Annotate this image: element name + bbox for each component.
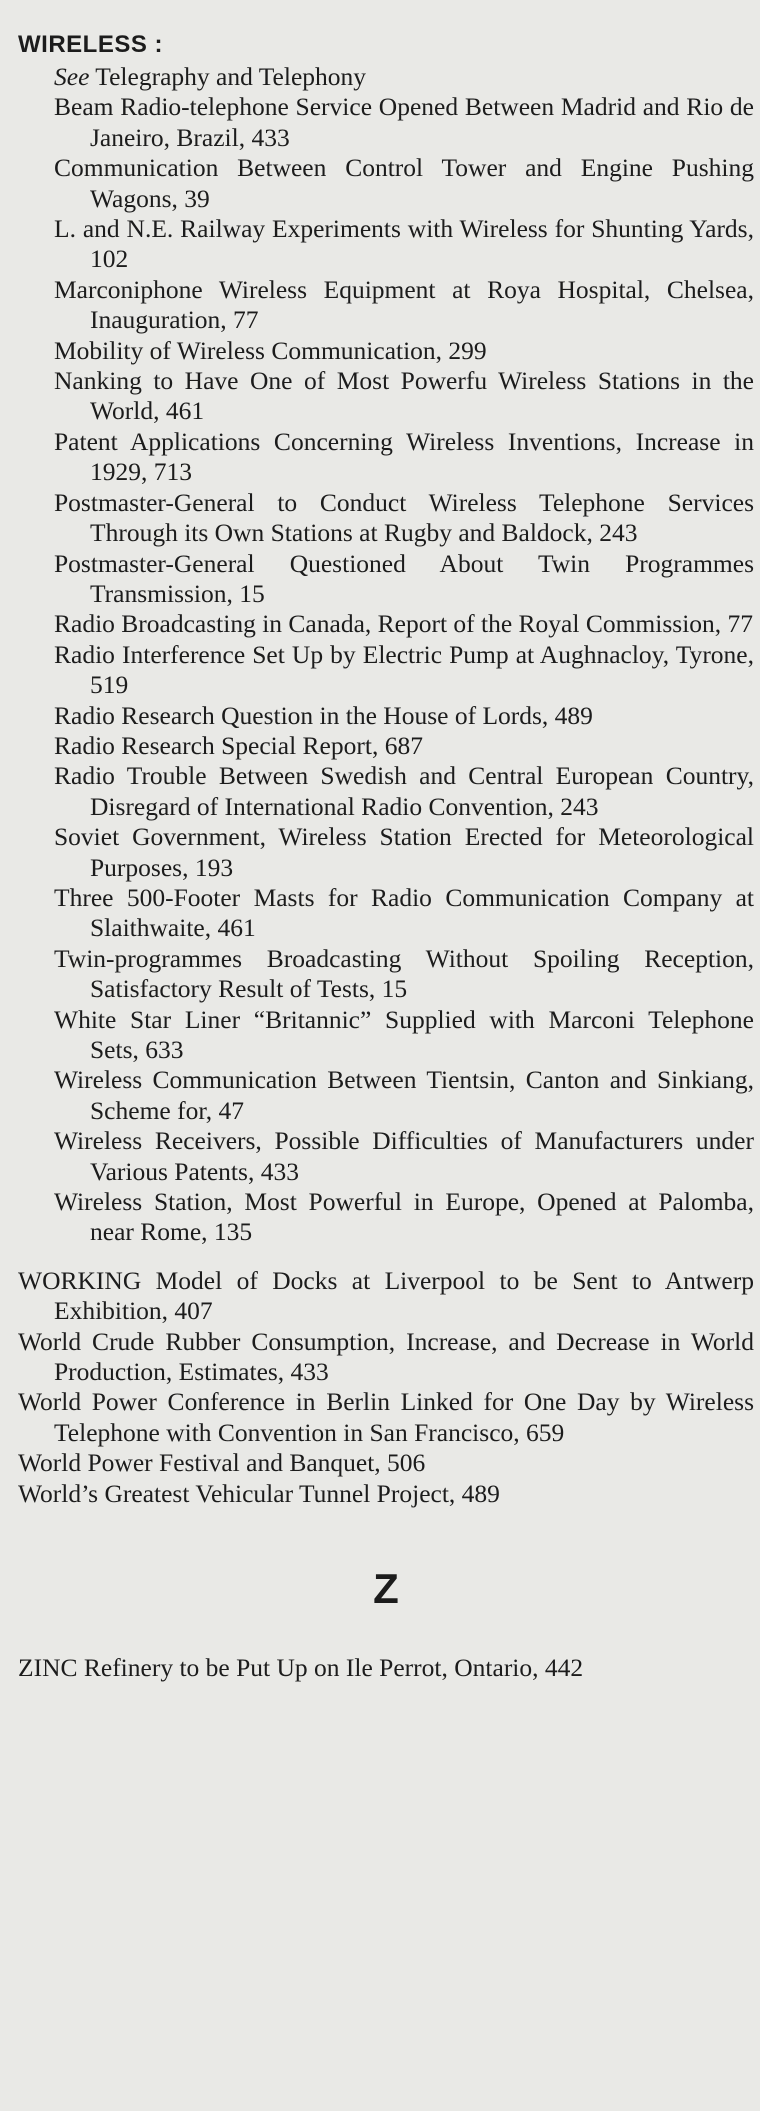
see-target: Telegraphy and Telephony xyxy=(89,62,367,91)
index-entry: Three 500-Footer Masts for Radio Communication Company at Slaithwaite, 461 xyxy=(54,882,754,943)
index-entry: Radio Broadcasting in Canada, Report of the Royal Commission, 77 xyxy=(54,609,754,639)
w-index-entries xyxy=(18,1266,760,1509)
index-entry: Nanking to Have One of Most Powerfu Wireless Stations in the World, 461 xyxy=(54,366,754,426)
index-entry: WORKING Model of Docks at Liverpool to be Sent to Antwerp Exhibition, 407 xyxy=(18,1265,754,1326)
index-entry: Radio Trouble Between Swedish and Central European Country, Disregard of International Radio Convention, 243 xyxy=(54,761,754,821)
section-heading-wireless: WIRELESS : xyxy=(18,31,164,58)
index-entry: Radio Research Special Report, 687 xyxy=(54,730,423,760)
index-entry: Patent Applications Concerning Wireless Inventions, Increase in 1929, 713 xyxy=(54,426,754,487)
index-entry: World Power Conference in Berlin Linked for One Day by Wireless Telephone with Convention in San Francisco, 659 xyxy=(18,1387,754,1447)
index-entry: White Star Liner “Britannic” Supplied with Marconi Telephone Sets, 633 xyxy=(54,1004,754,1064)
index-entry: Radio Interference Set Up by Electric Pump at Aughnacloy, Tyrone, 519 xyxy=(54,639,754,700)
index-entry: Wireless Communication Between Tientsin, Canton and Sinkiang, Scheme for, 47 xyxy=(54,1065,754,1125)
index-entry: Wireless Receivers, Possible Difficulties of Manufacturers under Various Patents, 433 xyxy=(54,1126,754,1186)
index-entry: Postmaster-General to Conduct Wireless Telephone Services Through its Own Stations at Rugby and Baldock, 243 xyxy=(54,487,754,548)
index-entry: ZINC Refinery to be Put Up on Ile Perrot, Ontario, 442 xyxy=(18,1653,584,1683)
index-entry: Radio Research Question in the House of Lords, 489 xyxy=(54,700,593,730)
letter-heading-z: Z xyxy=(373,1565,399,1613)
index-entry: Communication Between Control Tower and Engine Pushing Wagons, 39 xyxy=(54,153,754,213)
index-entry: World’s Greatest Vehicular Tunnel Project, 489 xyxy=(18,1478,500,1508)
index-entry: Marconiphone Wireless Equipment at Roya Hospital, Chelsea, Inauguration, 77 xyxy=(54,274,754,335)
index-entry: L. and N.E. Railway Experiments with Wireless for Shunting Yards, 102 xyxy=(54,214,754,274)
see-reference xyxy=(54,62,754,92)
z-index-entries xyxy=(18,1653,760,1683)
index-entry: World Crude Rubber Consumption, Increase, and Decrease in World Production, Estimates, 433 xyxy=(18,1326,754,1387)
index-entry: Postmaster-General Questioned About Twin Programmes Transmission, 15 xyxy=(54,548,754,608)
index-entry: Beam Radio-telephone Service Opened Between Madrid and Rio de Janeiro, Brazil, 433 xyxy=(54,92,754,152)
index-entry: Wireless Station, Most Powerful in Europe, Opened at Palomba, near Rome, 135 xyxy=(54,1187,754,1247)
see-prefix: See xyxy=(54,62,90,91)
index-entry: Mobility of Wireless Communication, 299 xyxy=(54,335,487,365)
index-entry: Twin-programmes Broadcasting Without Spoiling Reception, Satisfactory Result of Tests, 15 xyxy=(54,943,754,1004)
index-entry: World Power Festival and Banquet, 506 xyxy=(18,1448,426,1478)
index-entry: Soviet Government, Wireless Station Erected for Meteorological Purposes, 193 xyxy=(54,822,754,882)
wireless-entries xyxy=(18,62,760,1248)
